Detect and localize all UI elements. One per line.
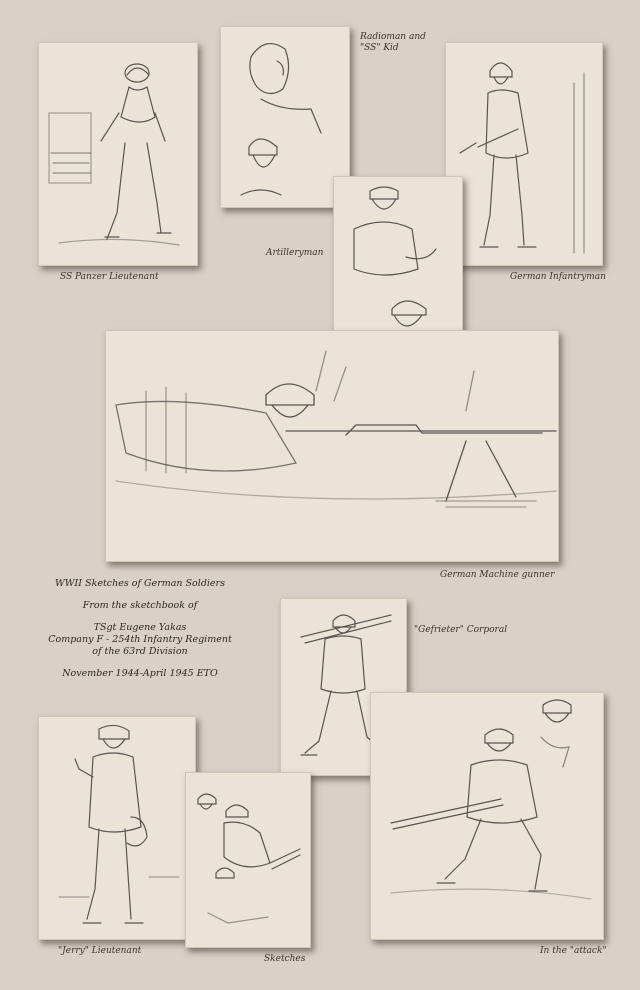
pencil-drawing-soldier-icon [39,717,195,939]
title-block [20,578,260,690]
pencil-drawing-machine-gunner-icon [106,331,558,561]
title-dates: November 1944-April 1945 ETO [62,668,218,679]
title-division: of the 63rd Division [92,646,188,657]
caption-artilleryman: Artilleryman [266,248,324,258]
sketch-sketches [185,772,311,948]
sketch-german-infantryman [445,42,603,266]
pencil-drawing-portraits-icon [334,177,462,355]
caption-gefrieter-corporal: "Gefrieter" Corporal [414,625,508,635]
sketch-artilleryman [333,176,463,356]
pencil-drawing-portraits-icon [221,27,349,207]
sketch-ss-panzer-lieutenant [38,42,198,266]
pencil-drawing-soldiers-icon [186,773,310,947]
caption-in-the-attack: In the "attack" [540,946,607,956]
pencil-drawing-soldier-icon [39,43,197,265]
sketch-radioman [220,26,350,208]
caption-jerry-lieutenant: "Jerry" Lieutenant [58,946,142,956]
caption-ss-panzer-lieutenant: SS Panzer Lieutenant [60,272,159,282]
title-heading: WWII Sketches of German Soldiers [55,578,225,589]
caption-sketches: Sketches [264,954,306,964]
sketch-german-machine-gunner [105,330,559,562]
pencil-drawing-soldier-icon [446,43,602,265]
pencil-drawing-attack-icon [371,693,603,939]
title-source: From the sketchbook of [82,600,198,611]
caption-german-infantryman: German Infantryman [510,272,606,282]
title-company: Company F - 254th Infantry Regiment [48,634,232,645]
caption-german-machine-gunner: German Machine gunner [440,570,555,580]
title-artist-name: TSgt Eugene Yakas [93,622,187,633]
caption-radioman: Radioman and "SS" Kid [360,32,426,53]
sketch-jerry-lieutenant [38,716,196,940]
sketch-in-the-attack [370,692,604,940]
